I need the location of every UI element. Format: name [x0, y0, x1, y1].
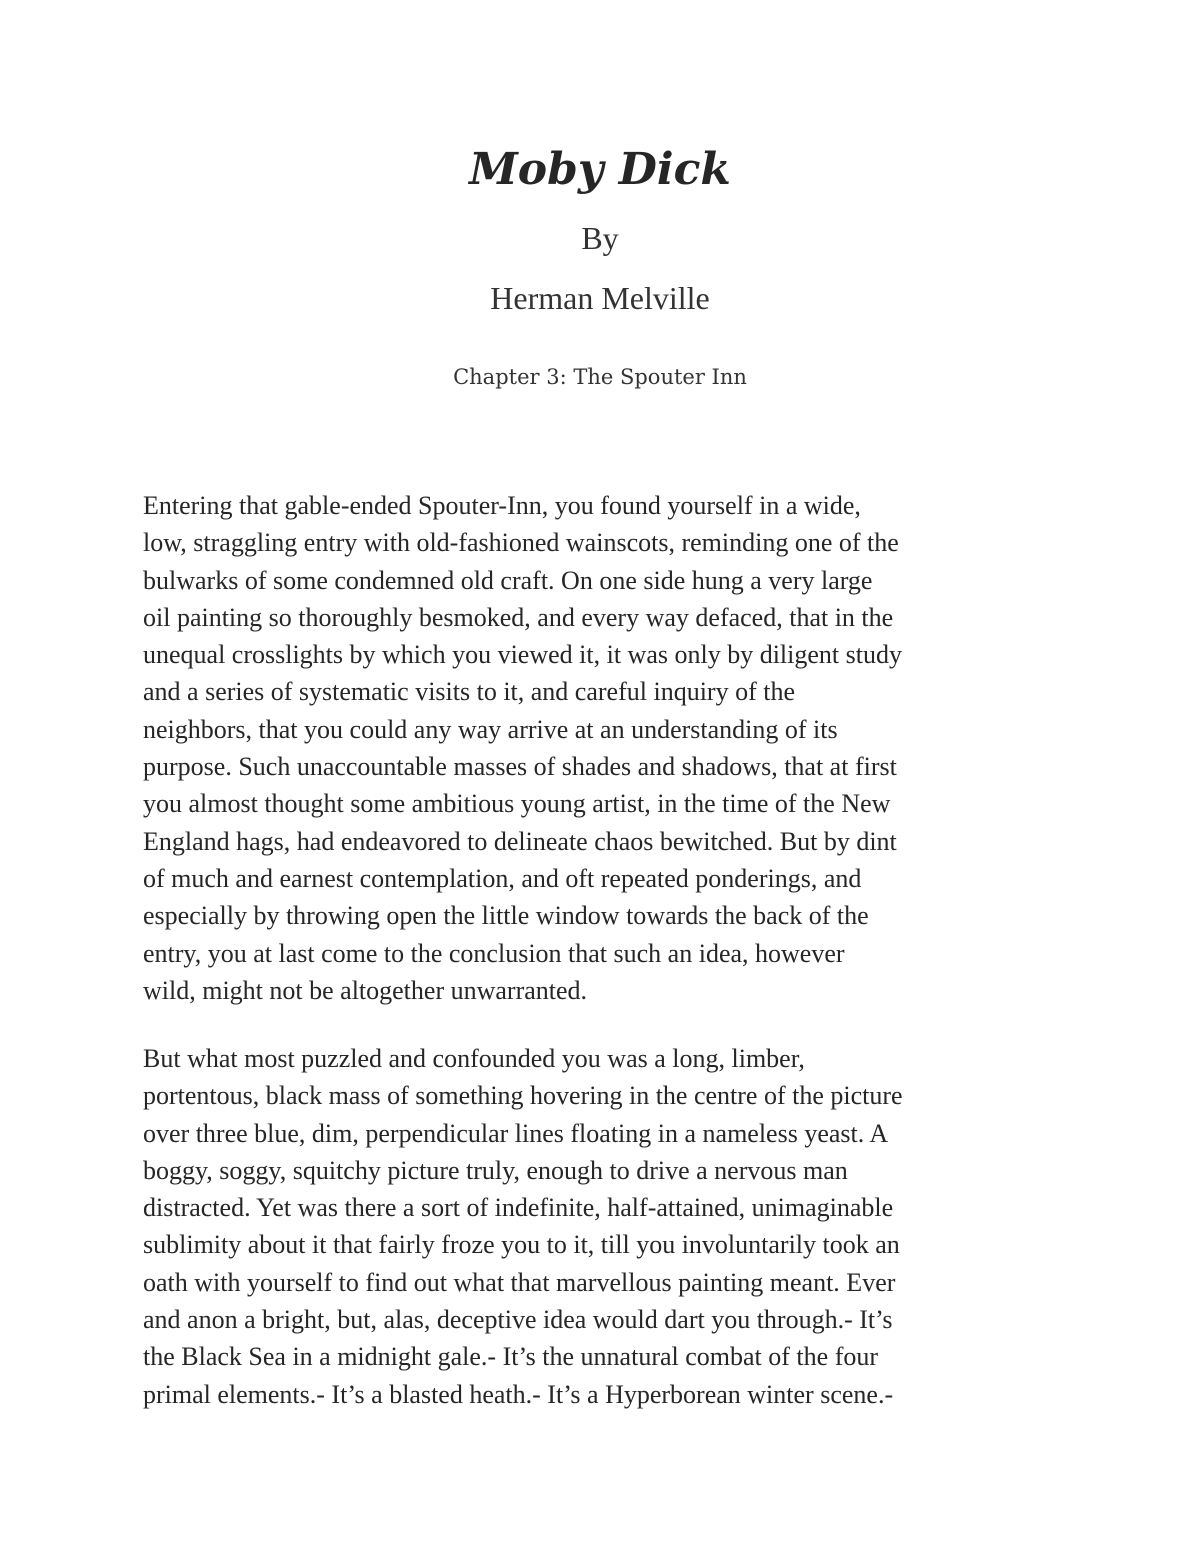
paragraph-2 — [143, 1040, 1073, 1413]
author-name: Herman Melville — [490, 280, 710, 316]
text-line: unequal crosslights by which you viewed it, it was only by diligent study — [143, 640, 902, 670]
text-line: and anon a bright, but, alas, deceptive idea would dart you through.- It’s — [143, 1305, 893, 1335]
text-line: bulwarks of some condemned old craft. On one side hung a very large — [143, 565, 873, 595]
paragraph-1 — [143, 487, 1073, 1009]
text-line: you almost thought some ambitious young artist, in the time of the New — [143, 789, 891, 819]
byline: By — [581, 220, 619, 256]
text-line: low, straggling entry with old-fashioned wainscots, reminding one of the — [143, 528, 899, 558]
text-line: entry, you at last come to the conclusion that such an idea, however — [143, 938, 845, 968]
text-line: especially by throwing open the little window towards the back of the — [143, 901, 869, 931]
text-line: portentous, black mass of something hovering in the centre of the picture — [143, 1081, 903, 1111]
text-line: Entering that gable-ended Spouter-Inn, you found yourself in a wide, — [143, 491, 861, 520]
text-line: primal elements.- It’s a blasted heath.- It’s a Hyperborean winter scene.- — [143, 1379, 894, 1409]
text-line: of much and earnest contemplation, and oft repeated ponderings, and — [143, 863, 862, 893]
text-line: distracted. Yet was there a sort of indefinite, half-attained, unimaginable — [143, 1193, 894, 1223]
chapter-heading: Chapter 3: The Spouter Inn — [453, 365, 747, 389]
text-line: England hags, had endeavored to delineate chaos bewitched. But by dint — [143, 826, 897, 856]
text-line: But what most puzzled and confounded you was a long, limber, — [143, 1044, 805, 1073]
document-title: Moby Dick — [469, 144, 731, 195]
text-line: oath with yourself to find out what that marvellous painting meant. Ever — [143, 1267, 896, 1297]
text-line: over three blue, dim, perpendicular lines floating in a nameless yeast. A — [143, 1118, 889, 1148]
text-line: oil painting so thoroughly besmoked, and every way defaced, that in the — [143, 602, 894, 632]
text-line: the Black Sea in a midnight gale.- It’s the unnatural combat of the four — [143, 1342, 879, 1372]
text-line: sublimity about it that fairly froze you to it, till you involuntarily took an — [143, 1230, 900, 1260]
text-line: purpose. Such unaccountable masses of shades and shadows, that at first — [143, 752, 897, 782]
text-line: and a series of systematic visits to it, and careful inquiry of the — [143, 677, 795, 707]
text-line: wild, might not be altogether unwarranted. — [143, 975, 588, 1005]
text-line: boggy, soggy, squitchy picture truly, enough to drive a nervous man — [143, 1155, 848, 1185]
text-line: neighbors, that you could any way arrive at an understanding of its — [143, 714, 838, 744]
